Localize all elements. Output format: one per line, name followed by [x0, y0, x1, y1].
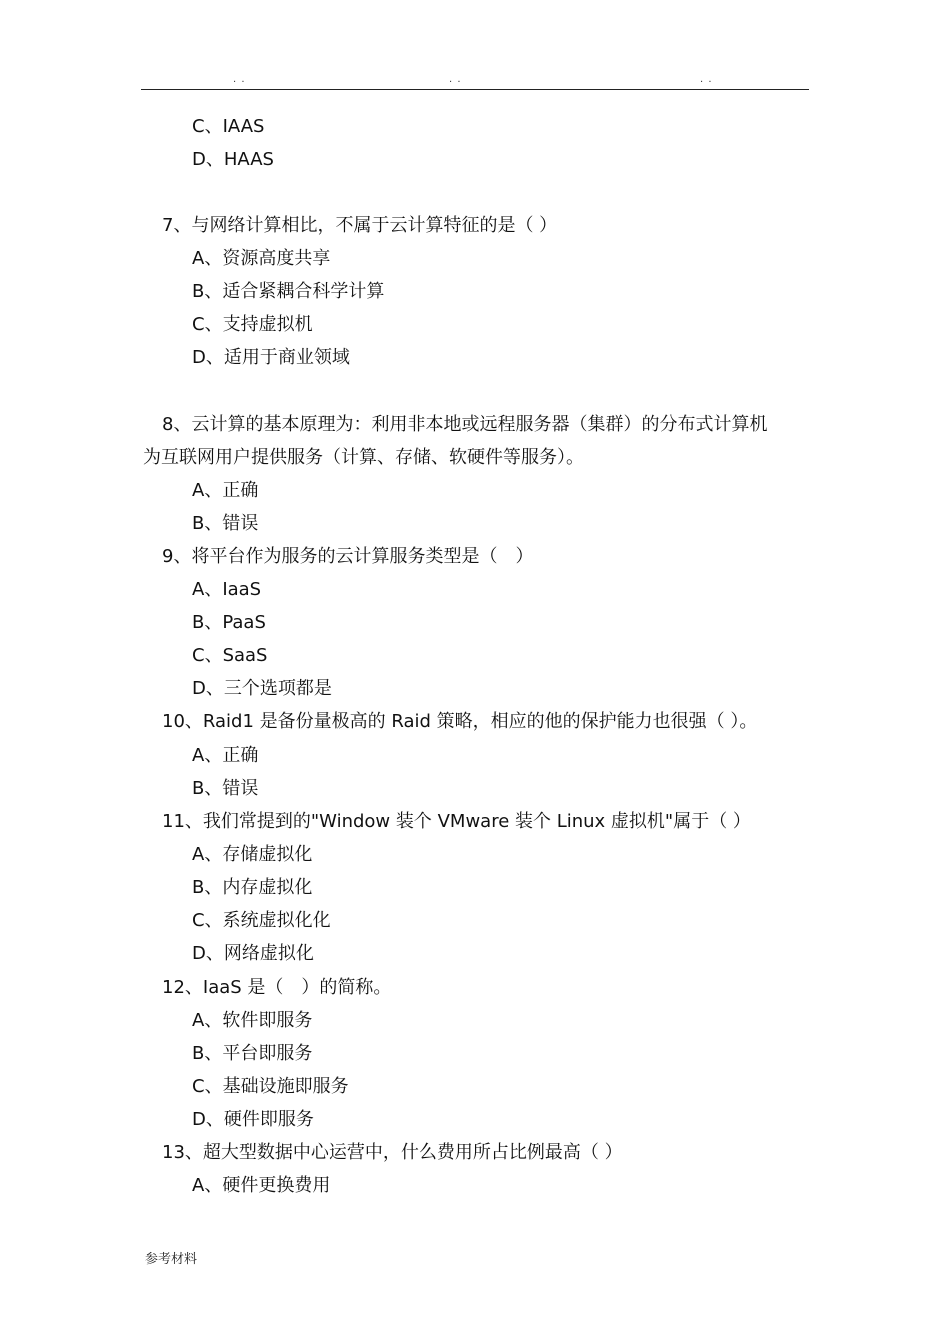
option-c-iaas: C、IAAS [192, 116, 265, 137]
question-10: 10、Raid1 是备份量极高的 Raid 策略，相应的他的保护能力也很强（ ）。 [162, 711, 758, 732]
question-9-option-c: C、SaaS [192, 645, 268, 666]
question-8: 8、云计算的基本原理为：利用非本地或远程服务器（集群）的分布式计算机 [162, 414, 768, 435]
question-12-option-d: D、硬件即服务 [192, 1109, 314, 1130]
question-11-option-d: D、网络虚拟化 [192, 943, 314, 964]
question-13: 13、超大型数据中心运营中，什么费用所占比例最高（ ） [162, 1142, 623, 1163]
question-7-option-b: B、适合紧耦合科学计算 [192, 281, 385, 302]
question-8-option-a: A、正确 [192, 480, 259, 501]
question-9-option-b: B、PaaS [192, 612, 266, 633]
header-mark-center: . . [449, 74, 462, 85]
option-d-haas: D、HAAS [192, 149, 274, 170]
question-8-continued: 为互联网用户提供服务（计算、存储、软硬件等服务）。 [143, 447, 584, 468]
page-header-rule [141, 72, 809, 90]
question-10-option-a: A、正确 [192, 745, 259, 766]
question-7-option-c: C、支持虚拟机 [192, 314, 313, 335]
question-12: 12、IaaS 是（ ）的简称。 [162, 977, 392, 998]
question-12-option-b: B、平台即服务 [192, 1043, 313, 1064]
header-mark-right: . . [700, 74, 713, 85]
question-11-option-b: B、内存虚拟化 [192, 877, 313, 898]
question-9-option-a: A、IaaS [192, 579, 262, 600]
header-mark-left: . . [233, 74, 246, 85]
question-9-option-d: D、三个选项都是 [192, 678, 332, 699]
question-7-option-d: D、适用于商业领域 [192, 347, 350, 368]
question-9: 9、将平台作为服务的云计算服务类型是（ ） [162, 546, 534, 567]
question-7-option-a: A、资源高度共享 [192, 248, 331, 269]
question-12-option-c: C、基础设施即服务 [192, 1076, 349, 1097]
question-10-option-b: B、错误 [192, 778, 259, 799]
page-footer: 参考材料 [145, 1252, 198, 1267]
question-11-option-a: A、存储虚拟化 [192, 844, 313, 865]
question-11: 11、我们常提到的"Window 装个 VMware 装个 Linux 虚拟机"属于（ ） [162, 811, 751, 832]
question-7: 7、与网络计算相比，不属于云计算特征的是（ ） [162, 215, 558, 236]
question-11-option-c: C、系统虚拟化化 [192, 910, 331, 931]
question-12-option-a: A、软件即服务 [192, 1010, 313, 1031]
question-8-option-b: B、错误 [192, 513, 259, 534]
question-13-option-a: A、硬件更换费用 [192, 1175, 331, 1196]
